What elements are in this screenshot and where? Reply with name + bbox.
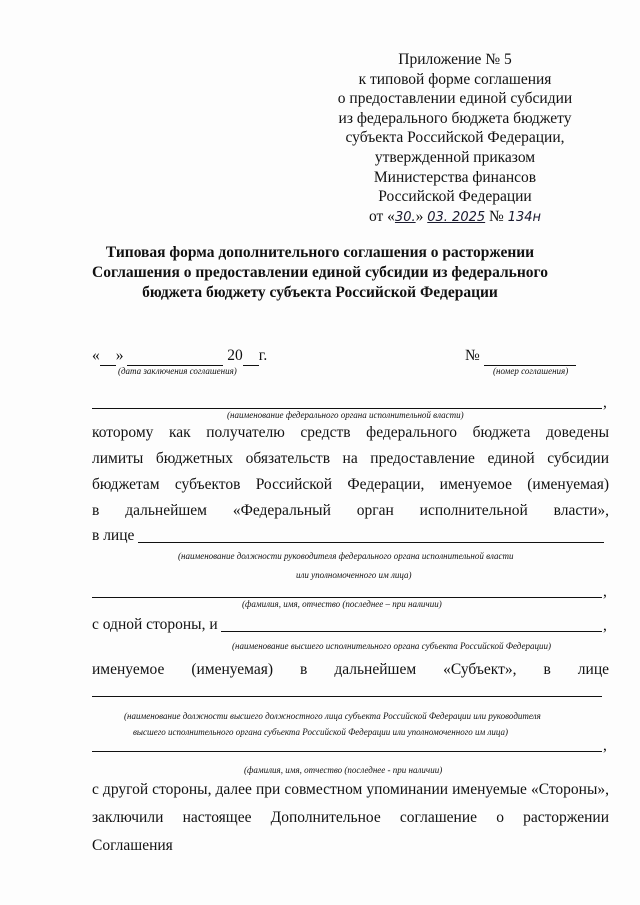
- official-caption-1: (наименование должности высшего должностного лица субъекта Российской Федерации или руководителя: [124, 711, 541, 721]
- subject-body-line: [221, 631, 602, 632]
- subject-line: именуемое (именуемая) в дальнейшем «Субъект», в лице: [92, 661, 609, 678]
- official-line: [92, 696, 602, 697]
- order-date: 03. 2025: [427, 209, 486, 225]
- appendix-header: [320, 50, 590, 227]
- year-suffix: г.: [258, 347, 268, 364]
- one-side-label: с одной стороны, и: [92, 616, 218, 633]
- quote-close: »: [115, 347, 124, 364]
- year-prefix: 20: [227, 347, 243, 364]
- header-line: к типовой форме соглашения: [358, 70, 552, 88]
- order-day: 30.: [394, 209, 416, 225]
- number-caption: (номер соглашения): [493, 366, 569, 376]
- fio-line-2: [92, 751, 602, 752]
- number-blank: [484, 347, 576, 366]
- paragraph-line: которому как получателю средств федерального бюджета доведены: [92, 424, 609, 441]
- fed-body-caption: (наименование федерального органа исполнительной власти): [227, 410, 464, 420]
- paragraph-1: [92, 420, 609, 524]
- fio-caption-2: (фамилия, имя, отчество (последнее - при наличии): [244, 765, 443, 775]
- header-line: утвержденной приказом: [374, 148, 536, 166]
- year-blank: [243, 347, 259, 366]
- paragraph-line: лимиты бюджетных обязательств на предоставление единой субсидии: [92, 450, 609, 467]
- header-line: о предоставлении единой субсидии: [337, 90, 573, 108]
- number-label: №: [465, 347, 480, 364]
- header-line: субъекта Российской Федерации,: [345, 129, 565, 147]
- order-no-label: №: [489, 207, 504, 225]
- paragraph-2: [92, 776, 609, 860]
- date-caption: (дата заключения соглашения): [118, 366, 237, 376]
- header-line: из федерального бюджета бюджету: [338, 109, 572, 127]
- paragraph-line: бюджетам субъектов Российской Федерации, именуемое (именуемая): [92, 476, 609, 493]
- fio-caption-1: (фамилия, имя, отчество (последнее – при наличии): [242, 599, 442, 609]
- month-blank: [127, 347, 223, 366]
- header-line: Приложение № 5: [398, 51, 512, 68]
- fio-line-1: [92, 597, 602, 598]
- order-prefix: от «: [368, 207, 395, 225]
- header-line: Российской Федерации: [378, 188, 532, 206]
- position-line: [138, 542, 604, 543]
- number-line: [465, 347, 576, 366]
- header-line: Министерства финансов: [373, 168, 537, 186]
- paragraph-line: заключили настоящее Дополнительное соглашение о расторжении Соглашения: [92, 809, 609, 854]
- order-mid: »: [415, 207, 424, 225]
- order-line: [320, 207, 590, 228]
- paragraph-line: в дальнейшем «Федеральный орган исполнительной власти»,: [92, 502, 609, 519]
- comma: ,: [603, 394, 607, 411]
- comma: ,: [603, 737, 607, 754]
- order-number: 134н: [507, 209, 541, 225]
- paragraph-line: с другой стороны, далее при совместном упоминании именуемые «Стороны»,: [92, 781, 609, 798]
- position-caption-2: или уполномоченного им лица): [296, 570, 412, 580]
- document-title: Типовая форма дополнительного соглашения о расторжении Соглашения о предоставлении единой субсидии из федерального бюджета бюджету субъекта Российской Федерации: [92, 244, 548, 301]
- date-line: [92, 347, 267, 366]
- official-caption-2: высшего исполнительного органа субъекта Российской Федерации или уполномоченного им лица): [133, 727, 508, 737]
- day-blank: [100, 347, 116, 366]
- comma: ,: [603, 583, 607, 600]
- in-person-label: в лице: [92, 527, 135, 544]
- position-caption-1: (наименование должности руководителя федерального органа исполнительной власти: [178, 551, 514, 561]
- subject-body-caption: (наименование высшего исполнительного органа субъекта Российской Федерации): [232, 641, 551, 651]
- quote-open: «: [92, 347, 100, 364]
- fed-body-line: [92, 408, 602, 409]
- comma: ,: [603, 617, 607, 634]
